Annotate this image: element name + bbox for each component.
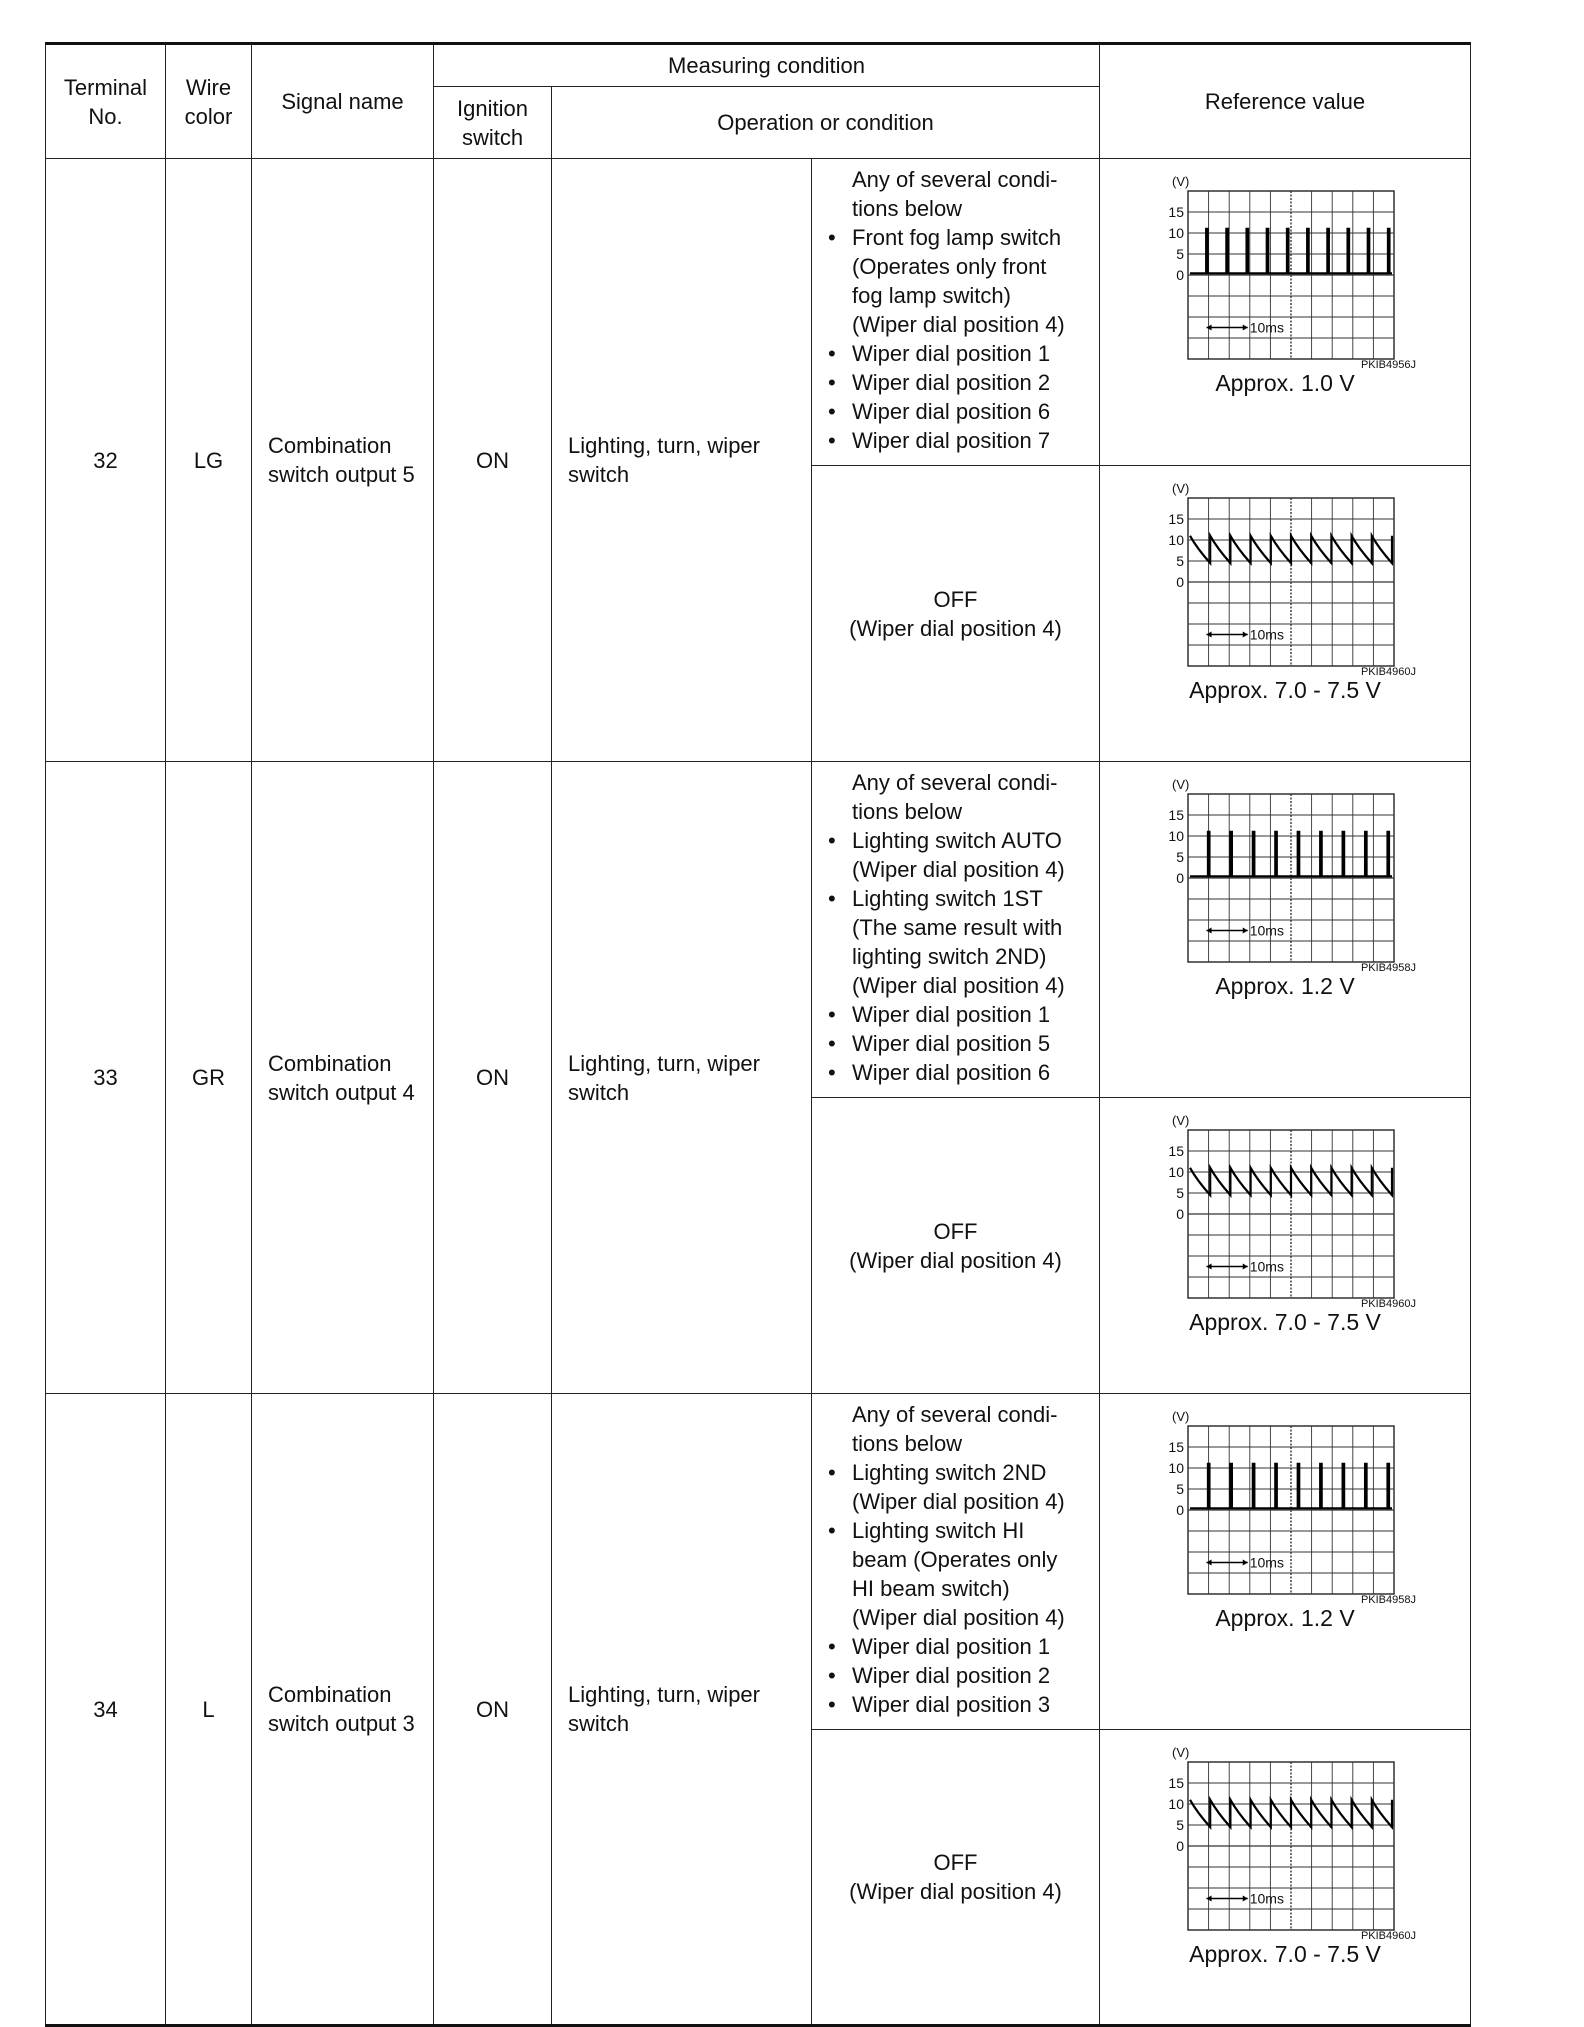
operation-or-condition: Lighting, turn, wiper switch [552, 159, 812, 762]
scope-unit-label: (V) [1172, 1409, 1190, 1424]
off-condition: OFF (Wiper dial position 4) [812, 466, 1100, 762]
oscilloscope-graph [1150, 772, 1420, 972]
condition-item: • Wiper dial position 6 [824, 1058, 1093, 1087]
y-tick-label: 10 [1168, 1460, 1184, 1476]
on-condition-list [812, 762, 1100, 1098]
y-tick-label: 10 [1168, 532, 1184, 548]
condition-item: • Front fog lamp switch (Operates only front fog lamp switch) (Wiper dial position 4) [824, 223, 1093, 339]
ignition-switch: ON [434, 159, 552, 762]
header-measuring-condition: Measuring condition [434, 44, 1100, 87]
oscilloscope-graph [1150, 169, 1420, 369]
terminal-reference-table [45, 42, 1471, 2027]
condition-item: • Wiper dial position 2 [824, 368, 1093, 397]
ignition-switch: ON [434, 1394, 552, 2026]
scope-unit-label: (V) [1172, 174, 1190, 189]
scope-unit-label: (V) [1172, 481, 1190, 496]
condition-item: • Wiper dial position 2 [824, 1661, 1093, 1690]
oscilloscope-graph [1150, 1108, 1420, 1308]
y-tick-label: 0 [1176, 1206, 1184, 1222]
oscilloscope-graph [1150, 1404, 1420, 1604]
condition-item: • Wiper dial position 1 [824, 339, 1093, 368]
y-tick-label: 10 [1168, 828, 1184, 844]
approx-value: Approx. 1.0 V [1215, 370, 1355, 396]
figure-code: PKIB4958J [1360, 962, 1416, 972]
figure-code: PKIB4960J [1360, 1930, 1416, 1940]
off-condition: OFF (Wiper dial position 4) [812, 1098, 1100, 1394]
condition-lead: Any of several condi- tions below [852, 770, 1058, 824]
time-scale-label: 10ms [1249, 1890, 1284, 1907]
oscilloscope-graph [1150, 476, 1420, 676]
approx-value: Approx. 7.0 - 7.5 V [1189, 677, 1381, 703]
y-tick-label: 0 [1176, 870, 1184, 886]
header-signal-name: Signal name [252, 44, 434, 159]
condition-item: • Lighting switch 1ST (The same result with lighting switch 2ND) (Wiper dial position 4) [824, 884, 1093, 1000]
condition-item: • Wiper dial position 5 [824, 1029, 1093, 1058]
ignition-switch: ON [434, 762, 552, 1394]
figure-code: PKIB4960J [1360, 666, 1416, 676]
scope-unit-label: (V) [1172, 1745, 1190, 1760]
condition-item: • Wiper dial position 3 [824, 1690, 1093, 1719]
condition-item: • Lighting switch HI beam (Operates only HI beam switch) (Wiper dial position 4) [824, 1516, 1093, 1632]
approx-value: Approx. 1.2 V [1215, 1605, 1355, 1631]
condition-item: • Wiper dial position 7 [824, 426, 1093, 455]
approx-value: Approx. 7.0 - 7.5 V [1189, 1309, 1381, 1335]
y-tick-label: 5 [1176, 553, 1184, 569]
reference-value-off [1100, 1730, 1471, 2026]
y-tick-label: 0 [1176, 1838, 1184, 1854]
approx-value: Approx. 1.2 V [1215, 973, 1355, 999]
terminal-no: 32 [46, 159, 166, 762]
time-scale-label: 10ms [1249, 626, 1284, 643]
time-scale-label: 10ms [1249, 319, 1284, 336]
wire-color: GR [166, 762, 252, 1394]
oscilloscope-graph [1150, 1740, 1420, 1940]
header-wire-color: Wire color [166, 44, 252, 159]
y-tick-label: 10 [1168, 1796, 1184, 1812]
approx-value: Approx. 7.0 - 7.5 V [1189, 1941, 1381, 1967]
y-tick-label: 10 [1168, 225, 1184, 241]
off-condition: OFF (Wiper dial position 4) [812, 1730, 1100, 2026]
reference-value-on [1100, 762, 1471, 1098]
y-tick-label: 15 [1168, 511, 1184, 527]
reference-value-off [1100, 1098, 1471, 1394]
reference-value-on [1100, 1394, 1471, 1730]
signal-name: Combination switch output 4 [252, 762, 434, 1394]
reference-value-off [1100, 466, 1471, 762]
wire-color: L [166, 1394, 252, 2026]
operation-or-condition: Lighting, turn, wiper switch [552, 1394, 812, 2026]
header-reference-value: Reference value [1100, 44, 1471, 159]
condition-item: • Lighting switch 2ND (Wiper dial position 4) [824, 1458, 1093, 1516]
y-tick-label: 15 [1168, 807, 1184, 823]
y-tick-label: 15 [1168, 1775, 1184, 1791]
condition-lead: Any of several condi- tions below [852, 1402, 1058, 1456]
y-tick-label: 15 [1168, 1143, 1184, 1159]
y-tick-label: 0 [1176, 267, 1184, 283]
header-ignition-switch: Ignition switch [434, 87, 552, 159]
condition-item: • Wiper dial position 1 [824, 1632, 1093, 1661]
terminal-row-on [46, 1394, 1471, 1730]
scope-unit-label: (V) [1172, 1113, 1190, 1128]
y-tick-label: 15 [1168, 204, 1184, 220]
terminal-no: 33 [46, 762, 166, 1394]
y-tick-label: 10 [1168, 1164, 1184, 1180]
y-tick-label: 15 [1168, 1439, 1184, 1455]
figure-code: PKIB4956J [1360, 359, 1416, 369]
terminal-row-on [46, 762, 1471, 1098]
condition-item: • Wiper dial position 1 [824, 1000, 1093, 1029]
signal-name: Combination switch output 3 [252, 1394, 434, 2026]
condition-item: • Wiper dial position 6 [824, 397, 1093, 426]
y-tick-label: 5 [1176, 849, 1184, 865]
header-terminal-no: Terminal No. [46, 44, 166, 159]
y-tick-label: 5 [1176, 1481, 1184, 1497]
y-tick-label: 5 [1176, 246, 1184, 262]
header-operation-or-condition: Operation or condition [552, 87, 1100, 159]
scope-unit-label: (V) [1172, 777, 1190, 792]
signal-name: Combination switch output 5 [252, 159, 434, 762]
y-tick-label: 5 [1176, 1817, 1184, 1833]
terminal-no: 34 [46, 1394, 166, 2026]
condition-lead: Any of several condi- tions below [852, 167, 1058, 221]
on-condition-list [812, 159, 1100, 466]
y-tick-label: 5 [1176, 1185, 1184, 1201]
reference-value-on [1100, 159, 1471, 466]
time-scale-label: 10ms [1249, 922, 1284, 939]
y-tick-label: 0 [1176, 574, 1184, 590]
figure-code: PKIB4960J [1360, 1298, 1416, 1308]
wire-color: LG [166, 159, 252, 762]
operation-or-condition: Lighting, turn, wiper switch [552, 762, 812, 1394]
time-scale-label: 10ms [1249, 1258, 1284, 1275]
terminal-row-on [46, 159, 1471, 466]
spec-table-page [45, 42, 1470, 2016]
time-scale-label: 10ms [1249, 1554, 1284, 1571]
on-condition-list [812, 1394, 1100, 1730]
y-tick-label: 0 [1176, 1502, 1184, 1518]
figure-code: PKIB4958J [1360, 1594, 1416, 1604]
condition-item: • Lighting switch AUTO (Wiper dial position 4) [824, 826, 1093, 884]
